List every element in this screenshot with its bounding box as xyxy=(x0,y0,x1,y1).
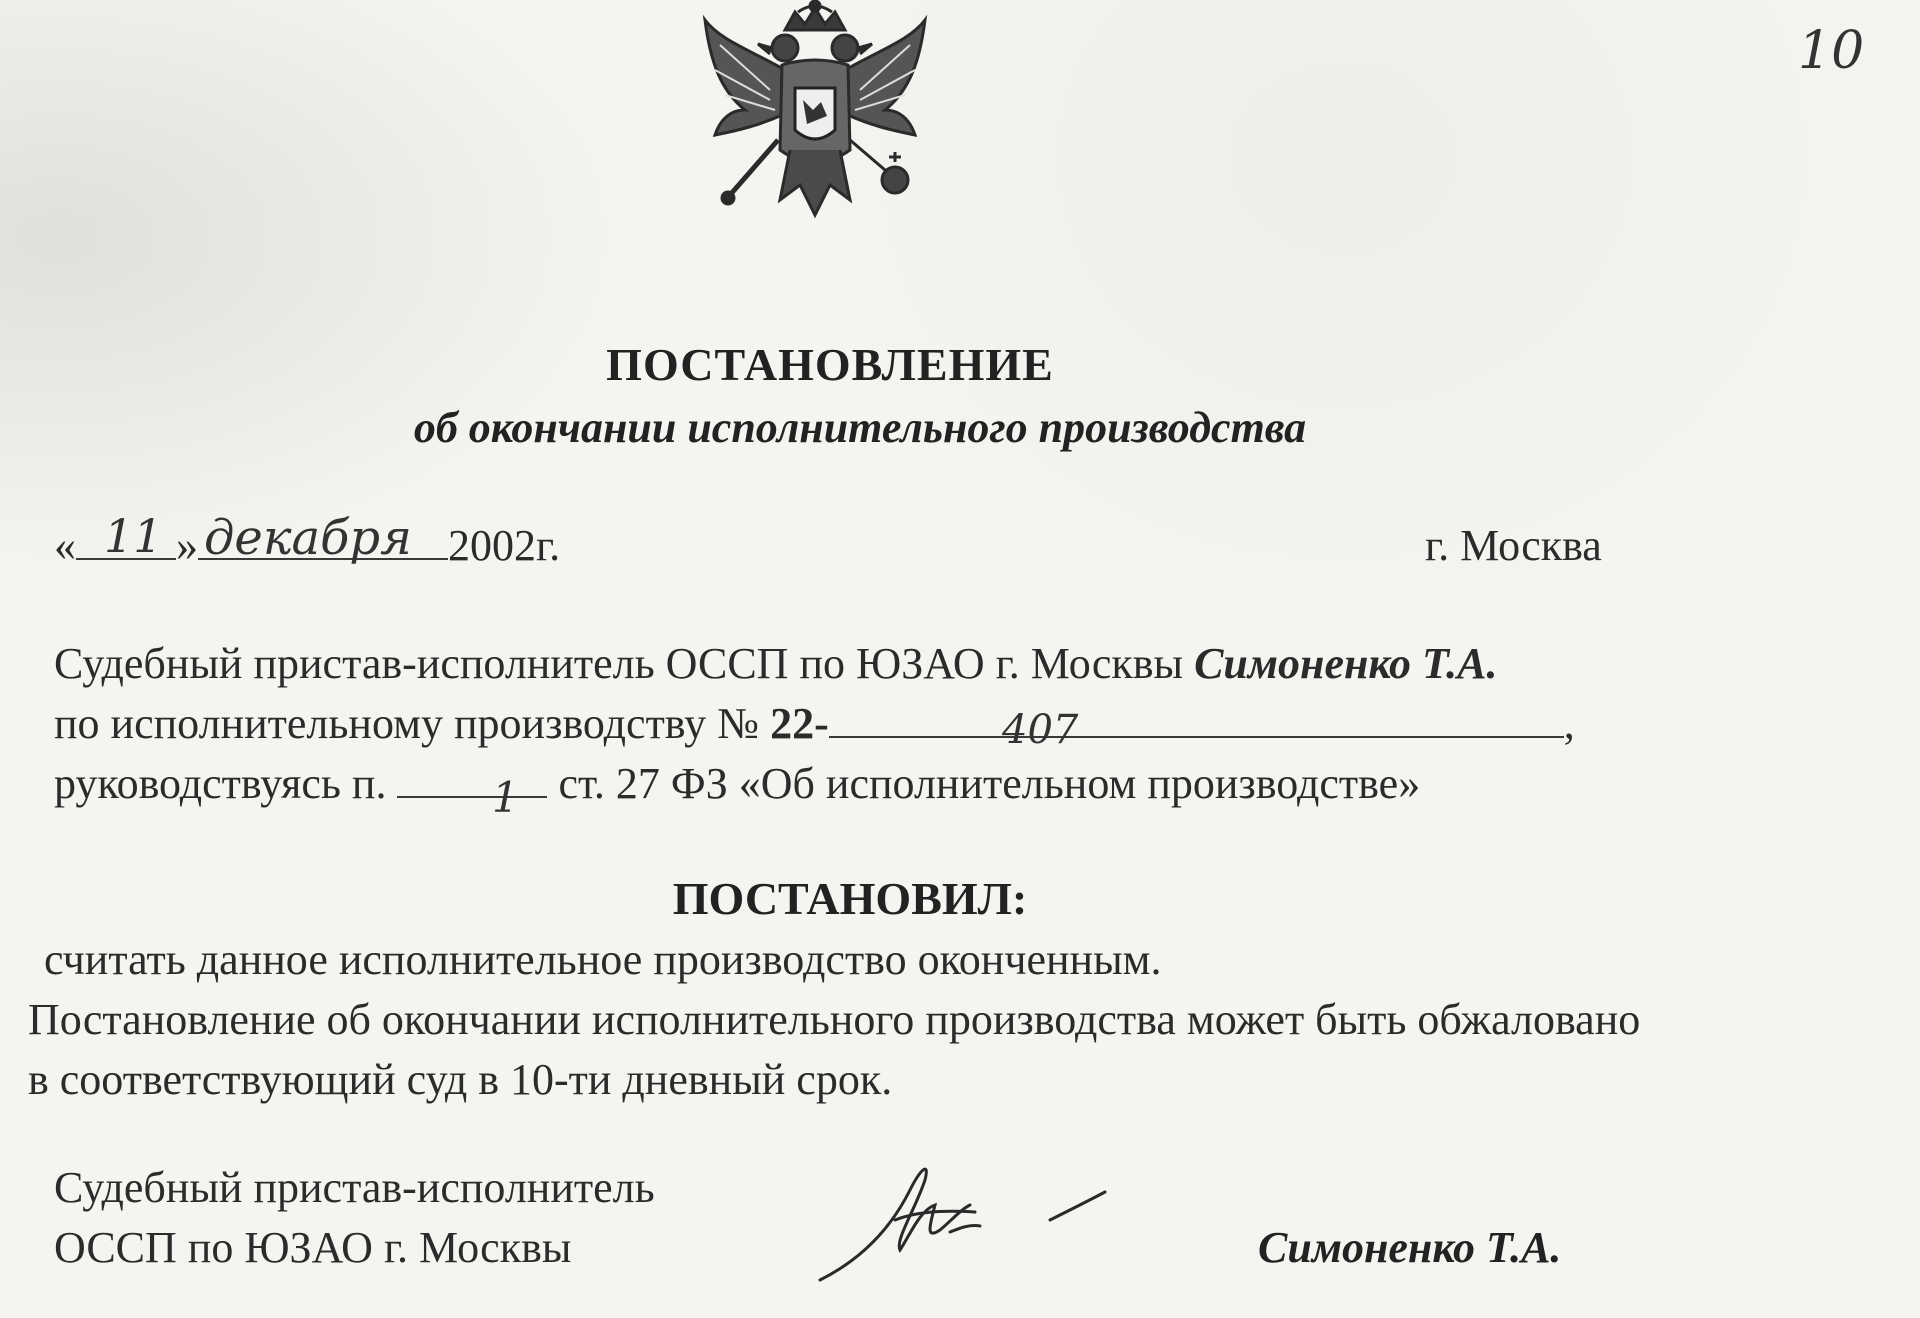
resolved-heading: ПОСТАНОВИЛ: xyxy=(672,873,1028,924)
body-line-2-text: по исполнительному производству № xyxy=(54,699,771,748)
body-line-3-text: руководствуясь п. xyxy=(54,759,398,808)
handwritten-case-number xyxy=(992,703,1152,753)
document-subtitle: об окончании исполнительного производства xyxy=(413,403,1307,452)
date-mid-quote: » xyxy=(176,521,198,570)
date-year: 2002г. xyxy=(448,521,561,570)
svg-text:407: 407 xyxy=(1002,707,1079,753)
svg-text:10: 10 xyxy=(1798,21,1865,81)
date-open-quote: « xyxy=(54,521,76,570)
document-title: ПОСТАНОВЛЕНИЕ xyxy=(606,339,1054,390)
svg-text:1: 1 xyxy=(492,773,519,820)
body-line-3 xyxy=(54,758,1420,809)
handwritten-point-number xyxy=(478,772,538,820)
resolution-line-3: в соответствующий суд в 10-ти дневный срок. xyxy=(28,1055,893,1104)
handwritten-signature xyxy=(800,1150,1140,1300)
city: г. Москва xyxy=(1425,521,1602,570)
handwritten-date xyxy=(64,490,484,610)
resolution-line-1: считать данное исполнительное производство оконченным. xyxy=(44,935,1162,984)
svg-text:11: 11 xyxy=(104,509,163,563)
signature-title-line-2: ОССП по ЮЗАО г. Москвы xyxy=(54,1223,572,1272)
body-line-2-suffix: , xyxy=(1563,699,1575,748)
signatory-name: Симоненко Т.А. xyxy=(1258,1223,1562,1272)
resolution-line-2: Постановление об окончании исполнительного производства может быть обжаловано xyxy=(28,995,1641,1044)
body-line-1-text: Судебный пристав-исполнитель ОССП по ЮЗАО г. Москвы xyxy=(54,639,1195,688)
coat-of-arms-emblem xyxy=(690,0,940,235)
page-number-handwritten xyxy=(1790,16,1890,86)
svg-text:декабря: декабря xyxy=(204,510,412,566)
body-line-3-suffix: ст. 27 ФЗ «Об исполнительном производстве» xyxy=(547,759,1421,808)
case-number-prefix: 22- xyxy=(770,699,829,748)
signature-title-line-1: Судебный пристав-исполнитель xyxy=(54,1163,655,1212)
bailiff-name: Симоненко Т.А. xyxy=(1194,639,1498,688)
body-line-1 xyxy=(54,638,1498,689)
body-line-2 xyxy=(54,698,1575,749)
case-number-blank xyxy=(829,700,1564,738)
